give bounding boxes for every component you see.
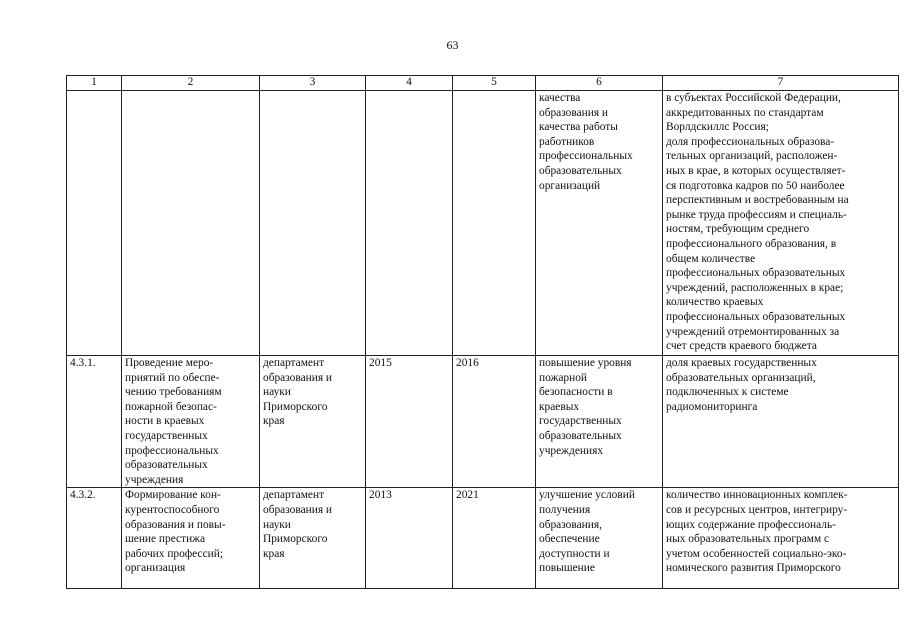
table-row — [67, 91, 899, 356]
event-cell: Проведение меро- приятий по обеспе- чению требованиям пожарной безопас- ности в краевых государственных профессиональных образовательных учреждения — [122, 356, 260, 488]
event-cell: Формирование кон- курентоспособного образования и повы- шение престижа рабочих профессий; организация — [122, 488, 260, 589]
start-year-cell: 2013 — [366, 488, 453, 589]
program-table — [66, 75, 899, 589]
event-cell — [122, 91, 260, 356]
column-header-6: 6 — [536, 76, 663, 91]
column-header-3: 3 — [260, 76, 366, 91]
indicator-cell: доля краевых государственных образовательных организаций, подключенных к системе радиомониторинга — [663, 356, 899, 488]
result-cell: улучшение условий получения образования, обеспечение доступности и повышение — [536, 488, 663, 589]
table-row — [67, 488, 899, 589]
result-cell: повышение уровня пожарной безопасности в краевых государственных образовательных учреждениях — [536, 356, 663, 488]
start-year-cell — [366, 91, 453, 356]
end-year-cell: 2016 — [453, 356, 536, 488]
column-header-2: 2 — [122, 76, 260, 91]
row-number-cell: 4.3.2. — [67, 488, 122, 589]
column-header-1: 1 — [67, 76, 122, 91]
column-header-4: 4 — [366, 76, 453, 91]
row-number-cell: 4.3.1. — [67, 356, 122, 488]
column-header-7: 7 — [663, 76, 899, 91]
column-header-5: 5 — [453, 76, 536, 91]
result-cell: качества образования и качества работы работников профессиональных образовательных организаций — [536, 91, 663, 356]
row-number-cell — [67, 91, 122, 356]
end-year-cell — [453, 91, 536, 356]
table-row — [67, 356, 899, 488]
page-number: 63 — [446, 38, 459, 52]
start-year-cell: 2015 — [366, 356, 453, 488]
table-header-row — [67, 76, 899, 91]
end-year-cell: 2021 — [453, 488, 536, 589]
executor-cell: департамент образования и науки Приморского края — [260, 488, 366, 589]
executor-cell: департамент образования и науки Приморского края — [260, 356, 366, 488]
indicator-cell: в субъектах Российской Федерации, аккредитованных по стандартам Ворлдскиллс Россия; доля профессиональных образова- тельных организаций, расположен- ных в крае, в которых осуществляет- ся подготовка кадров по 50 наиболее перспективным и востребованным на рынке труда профессиям и специаль- ностям, требующим среднего профессионального образования, в общем количестве профессиональных образовательных учреждений, расположенных в крае; количество краевых профессиональных образовательных учреждений отремонтированных за счет средств краевого бюджета — [663, 91, 899, 356]
executor-cell — [260, 91, 366, 356]
indicator-cell: количество инновационных комплек- сов и ресурсных центров, интегриру- ющих содержание профессиональ- ных образовательных программ с учетом особенностей социально-эко- номического развития Приморского — [663, 488, 899, 589]
